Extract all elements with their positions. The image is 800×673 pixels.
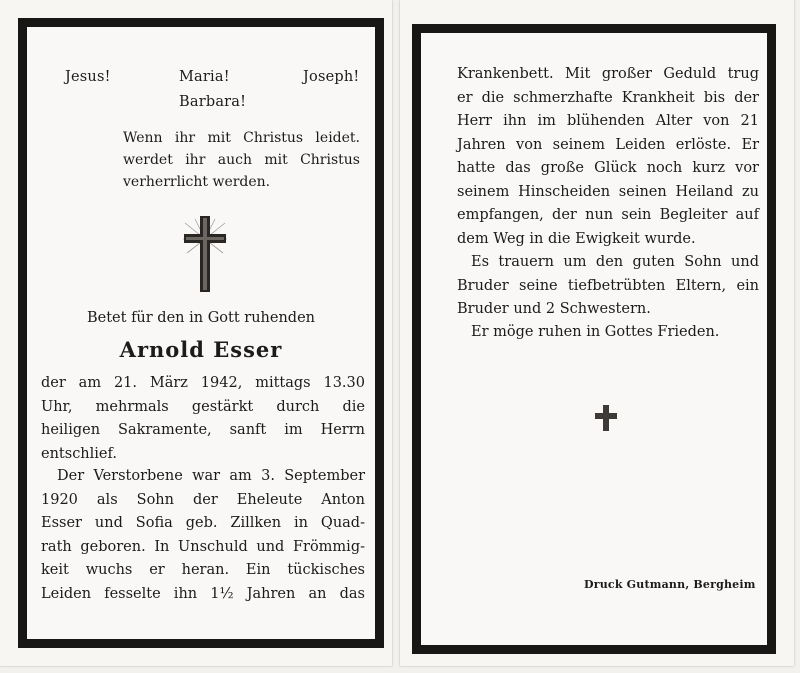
text-line: Uhr, mehrmals gestärkt durch die xyxy=(41,398,365,415)
text-line: Jahren von seinem Leiden erlöste. Er xyxy=(457,136,759,153)
quote-line: verherrlicht werden. xyxy=(123,174,271,190)
text-line: Esser und Sofia geb. Zillken in Quad- xyxy=(41,515,365,531)
text-line: heiligen Sakramente, sanft im Herrn xyxy=(41,422,365,438)
illness-paragraph xyxy=(457,63,759,251)
text-line: Herr ihn im blühenden Alter von 21 xyxy=(457,113,759,129)
mourning-border-left xyxy=(18,18,384,648)
quote-line: werdet ihr auch mit Christus xyxy=(123,152,360,168)
death-paragraph xyxy=(41,372,365,466)
text-line: Es trauern um den guten Sohn und xyxy=(471,254,759,270)
left-card xyxy=(0,0,392,666)
text-line: keit wuchs er heran. Ein tückisches xyxy=(41,562,365,578)
text-line: empfangen, der nun sein Begleiter auf xyxy=(457,207,759,223)
closing-prayer: Er möge ruhen in Gottes Frieden. xyxy=(471,324,720,340)
cross-with-rays-icon xyxy=(179,213,231,295)
quote-line: Wenn ihr mit Christus leidet. xyxy=(123,130,360,146)
text-line: Leiden fesselte ihn 1½ Jahren an das xyxy=(41,585,365,602)
text-line: Bruder seine tiefbetrübten Eltern, ein xyxy=(457,277,759,294)
bio-paragraph xyxy=(41,465,365,606)
scripture-quote xyxy=(123,127,360,193)
text-line: dem Weg in die Ewigkeit wurde. xyxy=(457,230,696,247)
text-line: entschlief. xyxy=(41,445,117,462)
printer-credit: Druck Gutmann, Bergheim xyxy=(584,578,756,591)
saint-barbara: Barbara! xyxy=(179,94,247,110)
text-line: seinem Hinscheiden seinen Heiland zu xyxy=(457,183,759,200)
cross-icon xyxy=(595,405,617,431)
text-line: Krankenbett. Mit großer Geduld trug xyxy=(457,66,759,82)
mourning-border-right xyxy=(412,24,776,654)
saint-joseph: Joseph! xyxy=(303,69,360,85)
text-line: er die schmerzhafte Krankheit bis der xyxy=(457,89,759,106)
mourners-paragraph xyxy=(457,251,759,322)
saint-jesus: Jesus! xyxy=(65,69,111,85)
text-line: hatte das große Glück noch kurz vor xyxy=(457,160,759,176)
right-card xyxy=(400,0,794,666)
saint-maria: Maria! xyxy=(179,69,230,85)
text-line: Bruder und 2 Schwestern. xyxy=(457,301,651,317)
prayer-intro: Betet für den in Gott ruhenden xyxy=(86,310,316,326)
deceased-name: Arnold Esser xyxy=(119,337,283,362)
text-line: rath geboren. In Unschuld und Frömmig- xyxy=(41,538,365,555)
text-line: 1920 als Sohn der Eheleute Anton xyxy=(41,491,365,508)
text-line: Der Verstorbene war am 3. September xyxy=(57,468,365,484)
text-line: der am 21. März 1942, mittags 13.30 xyxy=(41,375,365,391)
